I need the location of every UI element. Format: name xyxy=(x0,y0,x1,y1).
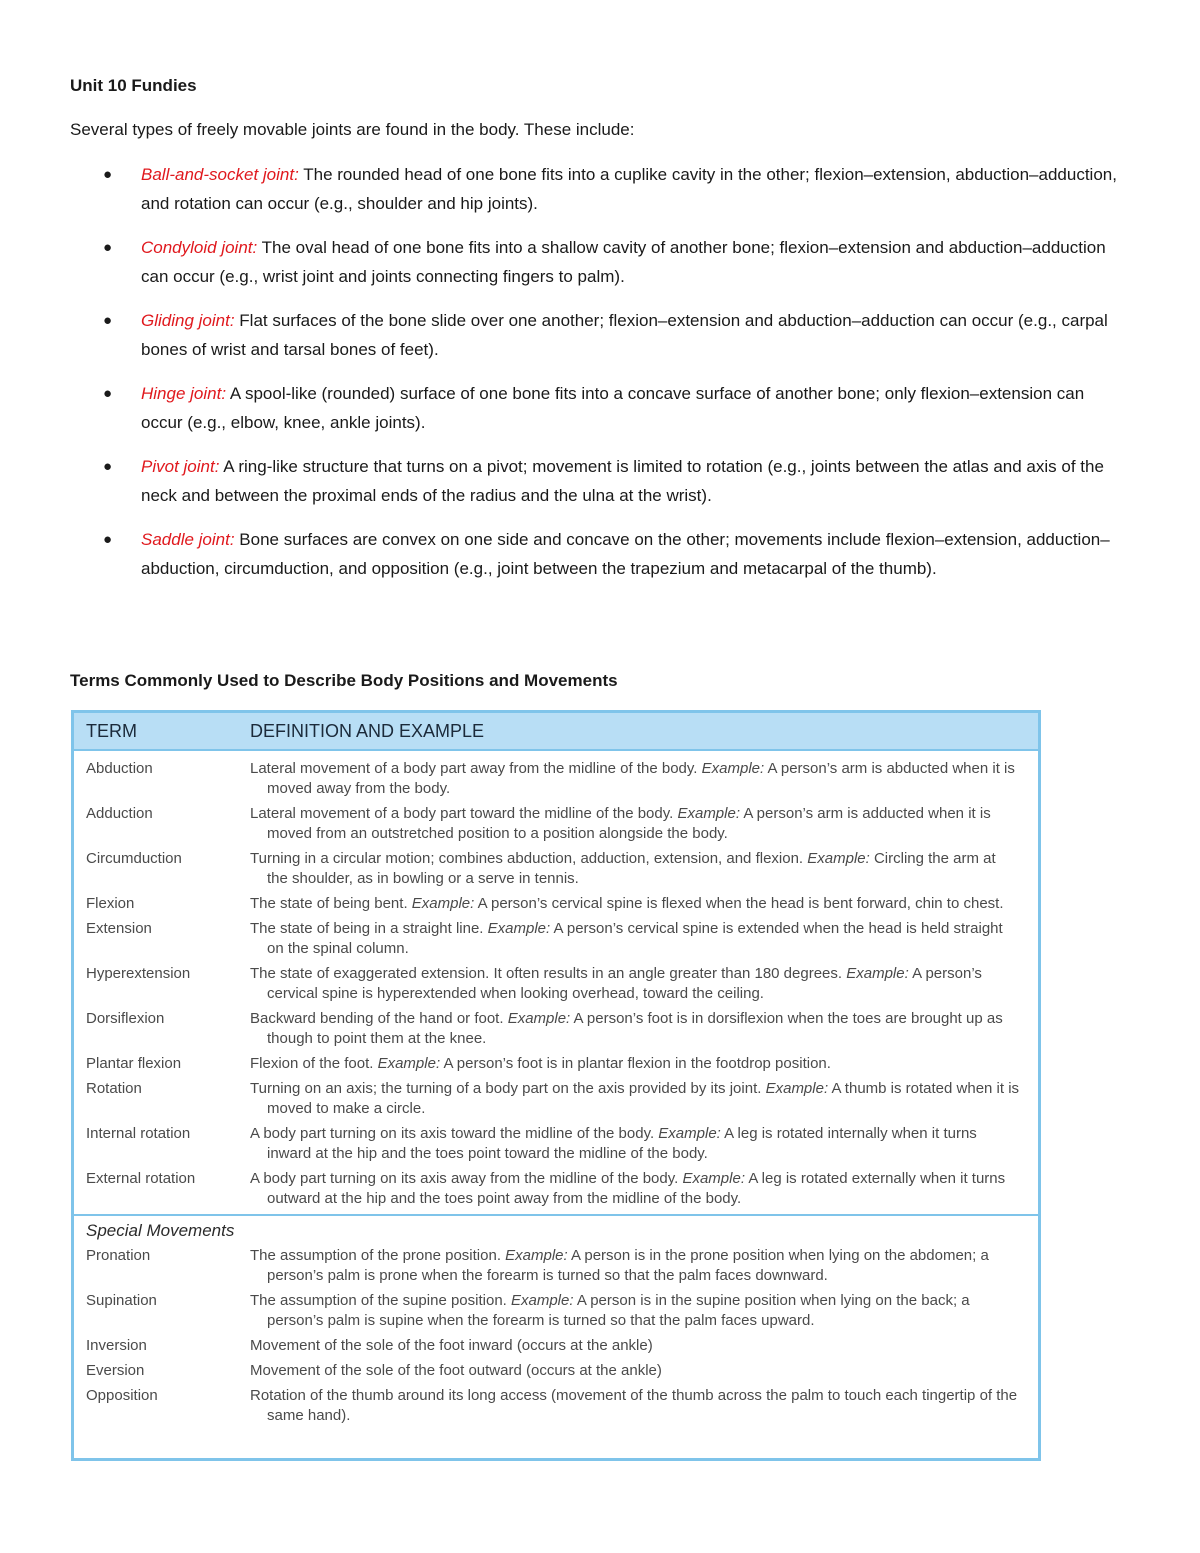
term-cell: Dorsiflexion xyxy=(86,1010,165,1027)
list-item xyxy=(0,452,1200,510)
definition-text: The assumption of the supine position. xyxy=(250,1292,511,1309)
example-label: Example: xyxy=(411,895,475,912)
definition-text: The state of exaggerated extension. It often results in an angle greater than 180 degrees. xyxy=(250,965,847,982)
joint-description: Flat surfaces of the bone slide over one another; flexion–extension and abduction–adduction can occur (e.g., carpal bones of wrist and tarsal bones of feet). xyxy=(141,311,1108,359)
definition-text: A body part turning on its axis toward the midline of the body. xyxy=(250,1125,659,1142)
joint-list xyxy=(0,160,1200,598)
definition-cell xyxy=(250,849,1038,889)
term-cell: Extension xyxy=(86,920,152,937)
definition-cell xyxy=(250,804,1038,844)
table-row xyxy=(74,804,1038,844)
example-label: Example: xyxy=(507,1010,571,1027)
definition-text: Movement of the sole of the foot outward (occurs at the ankle) xyxy=(250,1362,662,1379)
definition-cell xyxy=(250,1054,1038,1074)
list-item xyxy=(0,160,1200,218)
joint-name: Pivot joint: xyxy=(141,457,220,476)
page-title: Unit 10 Fundies xyxy=(70,76,197,95)
definition-cell xyxy=(250,1291,1038,1331)
example-text: A thumb is rotated when it is moved to make a circle. xyxy=(267,1080,1020,1117)
example-label: Example: xyxy=(377,1055,441,1072)
example-label: Example: xyxy=(677,805,740,822)
definition-cell xyxy=(250,1124,1038,1164)
example-text: A person’s cervical spine is flexed when the head is bent forward, chin to chest. xyxy=(474,895,1004,912)
joint-name: Condyloid joint: xyxy=(141,238,258,257)
example-text: A person’s arm is adducted when it is moved from an outstretched position to a position alongside the body. xyxy=(267,805,991,842)
example-label: Example: xyxy=(701,760,765,777)
table-row xyxy=(74,1291,1038,1331)
definition-cell xyxy=(250,894,1038,914)
term-cell: Opposition xyxy=(86,1387,158,1404)
example-text: A person is in the supine position when lying on the back; a person’s palm is supine when the forearm is turned so that the palm faces upward. xyxy=(267,1292,970,1329)
table-row xyxy=(74,1361,1038,1381)
table-row xyxy=(74,1386,1038,1426)
definition-cell xyxy=(250,1169,1038,1209)
joint-name: Gliding joint: xyxy=(141,311,235,330)
table-row xyxy=(74,849,1038,889)
table-row xyxy=(74,1009,1038,1049)
table-header xyxy=(74,713,1038,751)
definition-text: Turning in a circular motion; combines abduction, adduction, extension, and flexion. xyxy=(250,850,808,867)
terms-table xyxy=(71,710,1041,1461)
term-cell: External rotation xyxy=(86,1170,196,1187)
example-label: Example: xyxy=(487,920,551,937)
example-text: A person’s foot is in dorsiflexion when the toes are brought up as though to point them at the knee. xyxy=(267,1010,1003,1047)
terms-heading: Terms Commonly Used to Describe Body Positions and Movements xyxy=(70,671,618,690)
definition-text: Flexion of the foot. xyxy=(250,1055,378,1072)
definition-cell xyxy=(250,759,1038,799)
list-item xyxy=(0,525,1200,583)
column-header-term: TERM xyxy=(86,720,137,741)
definition-text: A body part turning on its axis away from the midline of the body. xyxy=(250,1170,683,1187)
example-text: A leg is rotated internally when it turns inward at the hip and the toes point toward the midline of the body. xyxy=(267,1125,977,1162)
example-label: Example: xyxy=(765,1080,829,1097)
definition-cell xyxy=(250,919,1038,959)
example-text: A person’s foot is in plantar flexion in the footdrop position. xyxy=(440,1055,831,1072)
table-row xyxy=(74,919,1038,959)
example-label: Example: xyxy=(682,1170,745,1187)
term-cell: Hyperextension xyxy=(86,965,191,982)
table-row xyxy=(74,1054,1038,1074)
definition-cell xyxy=(250,1361,1038,1381)
term-cell: Circumduction xyxy=(86,850,182,867)
term-cell: Eversion xyxy=(86,1362,145,1379)
terms-section xyxy=(74,751,1038,1209)
bullet-icon: ● xyxy=(103,458,113,475)
definition-text: Lateral movement of a body part toward the midline of the body. xyxy=(250,805,678,822)
definition-cell xyxy=(250,1386,1038,1426)
definition-text: Turning on an axis; the turning of a body part on the axis provided by its joint. xyxy=(250,1080,766,1097)
table-row xyxy=(74,1336,1038,1356)
definition-cell xyxy=(250,1009,1038,1049)
term-cell: Inversion xyxy=(86,1337,147,1354)
definition-text: The state of being in a straight line. xyxy=(250,920,488,937)
definition-cell xyxy=(250,964,1038,1004)
definition-text: The assumption of the prone position. xyxy=(250,1247,506,1264)
joint-description: A ring-like structure that turns on a pivot; movement is limited to rotation (e.g., joints between the atlas and axis of the neck and between the proximal ends of the radius and the ulna at the wrist). xyxy=(141,457,1104,505)
example-label: Example: xyxy=(511,1292,574,1309)
table-row xyxy=(74,894,1038,914)
bullet-icon: ● xyxy=(103,166,113,183)
intro-text: Several types of freely movable joints are found in the body. These include: xyxy=(70,120,635,139)
term-cell: Supination xyxy=(86,1292,157,1309)
special-movements-section xyxy=(74,1246,1038,1426)
column-header-definition: DEFINITION AND EXAMPLE xyxy=(250,720,485,741)
definition-cell xyxy=(250,1336,1038,1356)
term-cell: Flexion xyxy=(86,895,135,912)
table-row xyxy=(74,1246,1038,1286)
example-text: A person’s cervical spine is hyperextended when looking overhead, toward the ceiling. xyxy=(267,965,982,1002)
bullet-icon: ● xyxy=(103,239,113,256)
example-text: A leg is rotated externally when it turns outward at the hip and the toes point away from the midline of the body. xyxy=(267,1170,1006,1207)
joint-description: A spool-like (rounded) surface of one bone fits into a concave surface of another bone; only flexion–extension can occur (e.g., elbow, knee, ankle joints). xyxy=(141,384,1085,432)
term-cell: Internal rotation xyxy=(86,1125,191,1142)
term-cell: Abduction xyxy=(86,760,153,777)
example-label: Example: xyxy=(807,850,870,867)
example-text: A person’s arm is abducted when it is moved away from the body. xyxy=(267,760,1015,797)
definition-text: Lateral movement of a body part away from the midline of the body. xyxy=(250,760,702,777)
table-row xyxy=(74,1124,1038,1164)
joint-name: Hinge joint: xyxy=(141,384,227,403)
example-text: Circling the arm at the shoulder, as in bowling or a serve in tennis. xyxy=(267,850,996,887)
definition-text: The state of being bent. xyxy=(250,895,412,912)
example-label: Example: xyxy=(658,1125,721,1142)
example-label: Example: xyxy=(846,965,909,982)
definition-text: Movement of the sole of the foot inward (occurs at the ankle) xyxy=(250,1337,653,1354)
joint-description: Bone surfaces are convex on one side and concave on the other; movements include flexion–extension, adduction–abduction, circumduction, and opposition (e.g., joint between the trapezium and metacarpal of the thumb). xyxy=(141,530,1110,578)
definition-text: Backward bending of the hand or foot. xyxy=(250,1010,508,1027)
bullet-icon: ● xyxy=(103,385,113,402)
term-cell: Adduction xyxy=(86,805,153,822)
joint-description: The oval head of one bone fits into a shallow cavity of another bone; flexion–extension and abduction–adduction can occur (e.g., wrist joint and joints connecting fingers to palm). xyxy=(141,238,1106,286)
definition-cell xyxy=(250,1079,1038,1119)
table-row xyxy=(74,1079,1038,1119)
list-item xyxy=(0,379,1200,437)
table-row xyxy=(74,1169,1038,1209)
joint-name: Saddle joint: xyxy=(141,530,235,549)
example-text: A person’s cervical spine is extended when the head is held straight on the spinal column. xyxy=(267,920,1003,957)
bullet-icon: ● xyxy=(103,531,113,548)
example-text: A person is in the prone position when lying on the abdomen; a person’s palm is prone when the forearm is turned so that the palm faces downward. xyxy=(267,1247,989,1284)
joint-name: Ball-and-socket joint: xyxy=(141,165,299,184)
bullet-icon: ● xyxy=(103,312,113,329)
table-row xyxy=(74,964,1038,1004)
joint-description: The rounded head of one bone fits into a cuplike cavity in the other; flexion–extension, abduction–adduction, and rotation can occur (e.g., shoulder and hip joints). xyxy=(141,165,1117,213)
special-movements-heading: Special Movements xyxy=(86,1221,235,1240)
definition-text: Rotation of the thumb around its long access (movement of the thumb across the palm to touch each tingertip of the same hand). xyxy=(250,1387,1018,1424)
definition-cell xyxy=(250,1246,1038,1286)
term-cell: Plantar flexion xyxy=(86,1055,182,1072)
table-row xyxy=(74,759,1038,799)
term-cell: Rotation xyxy=(86,1080,142,1097)
example-label: Example: xyxy=(505,1247,568,1264)
list-item xyxy=(0,306,1200,364)
list-item xyxy=(0,233,1200,291)
term-cell: Pronation xyxy=(86,1247,151,1264)
